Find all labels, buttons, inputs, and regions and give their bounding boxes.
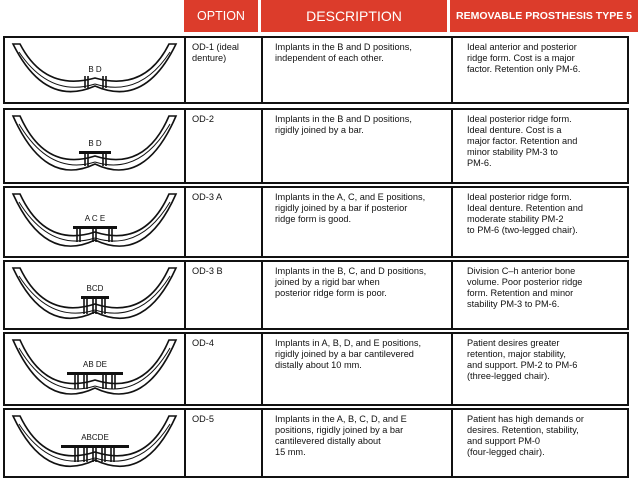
option-description: Implants in the B and D positions, rigidly joined by a bar. — [275, 114, 412, 135]
removable-prosthesis-header: REMOVABLE PROSTHESIS TYPE 5 — [450, 0, 638, 32]
removable-prosthesis-text: Patient has high demands or desires. Retention, stability, and support PM-0 (four-legged chair). — [467, 414, 584, 457]
option-code: OD-2 — [192, 114, 214, 124]
option-header: OPTION — [184, 0, 258, 32]
removable-prosthesis-text: Division C–h anterior bone volume. Poor posterior ridge form. Retention and minor stability PM-3 to PM-6. — [467, 266, 583, 309]
option-description: Implants in A, B, D, and E positions, rigidly joined by a bar cantilevered distally about 10 mm. — [275, 338, 422, 370]
option-code: OD-4 — [192, 338, 214, 348]
implant-position-letters: A C E — [84, 214, 106, 223]
jaw-diagram — [5, 188, 186, 256]
implant-position-letters: BCD — [86, 284, 104, 293]
options-table — [3, 36, 635, 479]
jaw-diagram — [5, 334, 186, 404]
jaw-diagram — [5, 410, 186, 476]
table-row — [3, 108, 629, 184]
option-description: Implants in the A, C, and E positions, rigidly joined by a bar if posterior ridge form is good. — [275, 192, 426, 224]
table-row — [3, 332, 629, 406]
mandible-diagram — [5, 262, 184, 328]
option-description: Implants in the B, C, and D positions, joined by a rigid bar when posterior ridge form is poor. — [275, 266, 427, 298]
mandible-diagram — [5, 410, 184, 476]
mandible-diagram — [5, 110, 184, 182]
jaw-diagram — [5, 262, 186, 328]
table-row — [3, 408, 629, 478]
option-description: Implants in the B and D positions, independent of each other. — [275, 42, 412, 63]
table-row — [3, 260, 629, 330]
removable-prosthesis-text: Ideal posterior ridge form. Ideal denture. Cost is a major factor. Retention and minor stability PM-3 to PM-6. — [467, 114, 578, 168]
table-row — [3, 36, 629, 104]
header-blank — [0, 0, 181, 32]
mandible-diagram — [5, 38, 184, 102]
jaw-diagram — [5, 110, 186, 182]
option-code: OD-1 (ideal denture) — [192, 42, 239, 63]
mandible-diagram — [5, 334, 184, 404]
implant-position-letters: ABCDE — [81, 433, 109, 442]
removable-prosthesis-text: Patient desires greater retention, major stability, and support. PM-2 to PM-6 (three-legged chair). — [467, 338, 578, 381]
option-code: OD-3 A — [192, 192, 223, 202]
implant-position-letters: B D — [88, 139, 102, 148]
removable-prosthesis-text: Ideal posterior ridge form. Ideal denture. Retention and moderate stability PM-2 to PM-6 (two-legged chair). — [467, 192, 583, 235]
option-code: OD-5 — [192, 414, 214, 424]
table-header — [0, 0, 638, 32]
jaw-diagram — [5, 38, 186, 102]
option-description: Implants in the A, B, C, D, and E positions, rigidly joined by a bar cantilevered distally about 15 mm. — [275, 414, 407, 457]
option-code: OD-3 B — [192, 266, 223, 276]
description-header: DESCRIPTION — [261, 0, 447, 32]
implant-position-letters: AB DE — [82, 360, 108, 369]
mandible-diagram — [5, 188, 184, 256]
implant-position-letters: B D — [88, 65, 102, 74]
removable-prosthesis-text: Ideal anterior and posterior ridge form. Cost is a major factor. Retention only PM-6. — [467, 42, 581, 74]
table-row — [3, 186, 629, 258]
